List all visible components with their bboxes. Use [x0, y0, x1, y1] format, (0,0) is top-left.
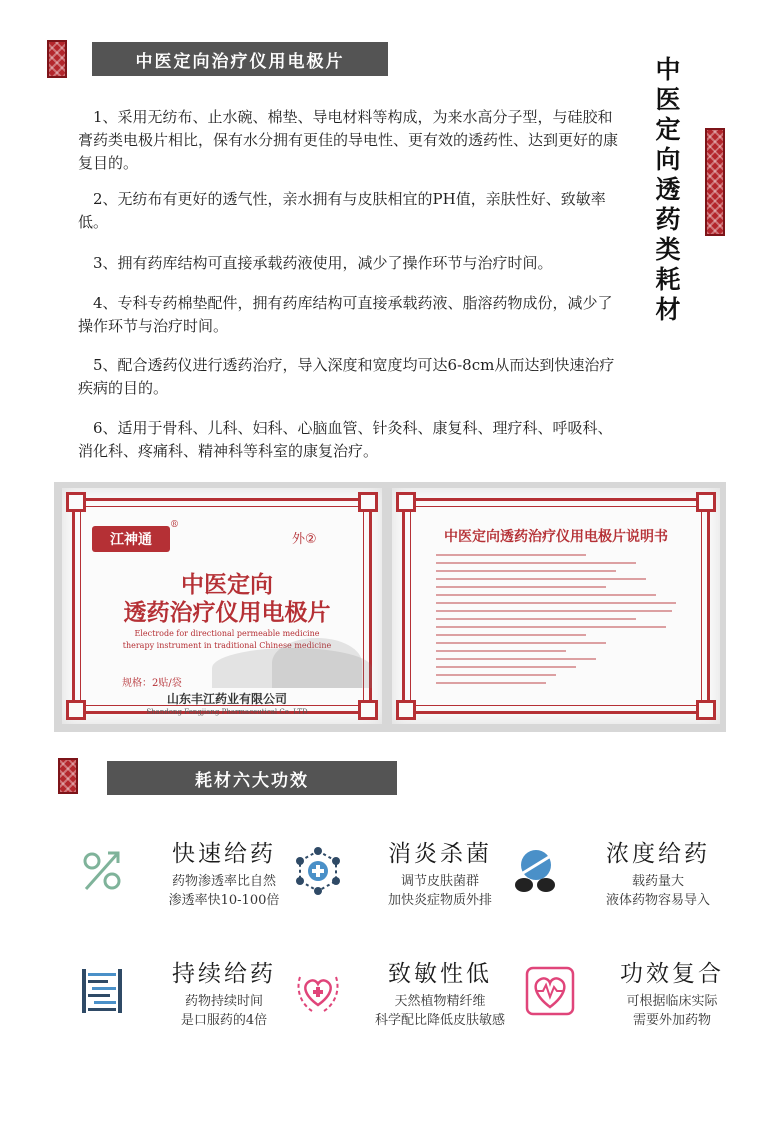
efficacy-item-concentration	[510, 835, 748, 931]
efficacy-desc-line1: 载药量大	[631, 874, 684, 889]
ornament-seal-efficacy	[58, 758, 78, 794]
ornament-seal-top	[47, 40, 67, 78]
efficacy-item-fast-delivery	[76, 835, 314, 931]
efficacy-desc-line1: 药物渗透率比自然	[171, 874, 276, 889]
feature-paragraph-2: 2、无纺布有更好的透气性，亲水拥有与皮肤相宜的PH值，亲肤性好、致敏率低。	[78, 190, 606, 231]
heart-laurel-icon	[292, 965, 344, 1017]
product-photo	[54, 482, 726, 732]
company-name-english: Shandong Fengjiang Pharmaceutical Co. LTD	[146, 708, 308, 716]
efficacy-title: 浓度给药	[606, 841, 710, 867]
efficacy-item-sustained	[76, 955, 314, 1051]
efficacy-item-anti-inflammatory	[292, 835, 530, 931]
section-banner-electrode	[92, 42, 388, 76]
registered-mark: ®	[170, 520, 179, 530]
feature-paragraph-6: 6、适用于骨科、儿科、妇科、心脑血管、针灸科、康复科、理疗科、呼吸科、消化科、疼痛科、精神科等科室的康复治疗。	[78, 419, 613, 460]
brand-logo: 江神通	[92, 526, 170, 552]
efficacy-desc-line1: 天然植物精纤维	[394, 994, 486, 1009]
efficacy-desc-line2: 是口服药的4倍	[180, 1013, 268, 1028]
efficacy-desc-line2: 需要外加药物	[632, 1013, 711, 1028]
product-spec: 规格：2贴/袋	[122, 678, 182, 689]
efficacy-desc-line1: 调节皮肤菌群	[400, 874, 479, 889]
feature-paragraph-5: 5、配合透药仪进行透药治疗，导入深度和宽度均可达6-8cm从而达到快速治疗疾病的目的。	[78, 356, 615, 397]
efficacy-title: 功效复合	[620, 961, 724, 987]
efficacy-item-compound	[524, 955, 762, 1051]
efficacy-desc-line2: 科学配比降低皮肤敏感	[374, 1013, 505, 1028]
external-use-badge: 外②	[292, 532, 317, 547]
section-banner-efficacy	[107, 761, 397, 795]
feature-paragraph-4: 4、专科专药棉垫配件，拥有药库结构可直接承载药液、脂溶药物成份，减少了操作环节与治疗时间。	[78, 294, 613, 335]
heart-pulse-icon	[524, 965, 576, 1017]
ornament-seal-right	[705, 128, 725, 236]
banner-title: 中医定向治疗仪用电极片	[135, 51, 345, 72]
package-front	[62, 488, 382, 724]
vertical-title: 中医定向透药类耗材	[652, 56, 681, 326]
efficacy-title: 持续给药	[172, 961, 276, 987]
product-english-line1: Electrode for directional permeable medicine	[134, 629, 320, 638]
efficacy-item-low-allergy	[292, 955, 530, 1051]
capsule-icon	[510, 845, 562, 897]
product-english-line2: therapy instrument in traditional Chinese medicine	[122, 641, 332, 650]
feature-paragraph-1: 1、采用无纺布、止水碗、棉垫、导电材料等构成，为来水高分子型，与硅胶和膏药类电极片相比，保有水分拥有更佳的导电性、更有效的透药性、达到更好的康复目的。	[78, 108, 619, 172]
efficacy-desc-line1: 药物持续时间	[184, 994, 263, 1009]
efficacy-desc-line2: 液体药物容易导入	[605, 893, 710, 908]
package-back	[392, 488, 720, 724]
company-name: 山东丰江药业有限公司	[166, 692, 287, 706]
efficacy-banner-title: 耗材六大功效	[195, 770, 309, 791]
dna-icon	[76, 965, 128, 1017]
efficacy-desc-line2: 加快炎症物质外排	[387, 893, 492, 908]
percent-icon	[76, 845, 128, 897]
efficacy-title: 消炎杀菌	[388, 841, 492, 867]
feature-paragraph-3: 3、拥有药库结构可直接承载药液使用，减少了操作环节与治疗时间。	[93, 254, 553, 272]
instructions-title: 中医定向透药治疗仪用电极片说明书	[444, 529, 668, 545]
efficacy-title: 快速给药	[172, 841, 276, 867]
efficacy-desc-line2: 渗透率快10-100倍	[168, 893, 280, 908]
product-title-line2: 透药治疗仪用电极片	[123, 600, 331, 626]
efficacy-title: 致敏性低	[388, 961, 492, 987]
product-title-line1: 中医定向	[181, 572, 273, 598]
efficacy-desc-line1: 可根据临床实际	[626, 994, 718, 1009]
molecule-icon	[292, 845, 344, 897]
